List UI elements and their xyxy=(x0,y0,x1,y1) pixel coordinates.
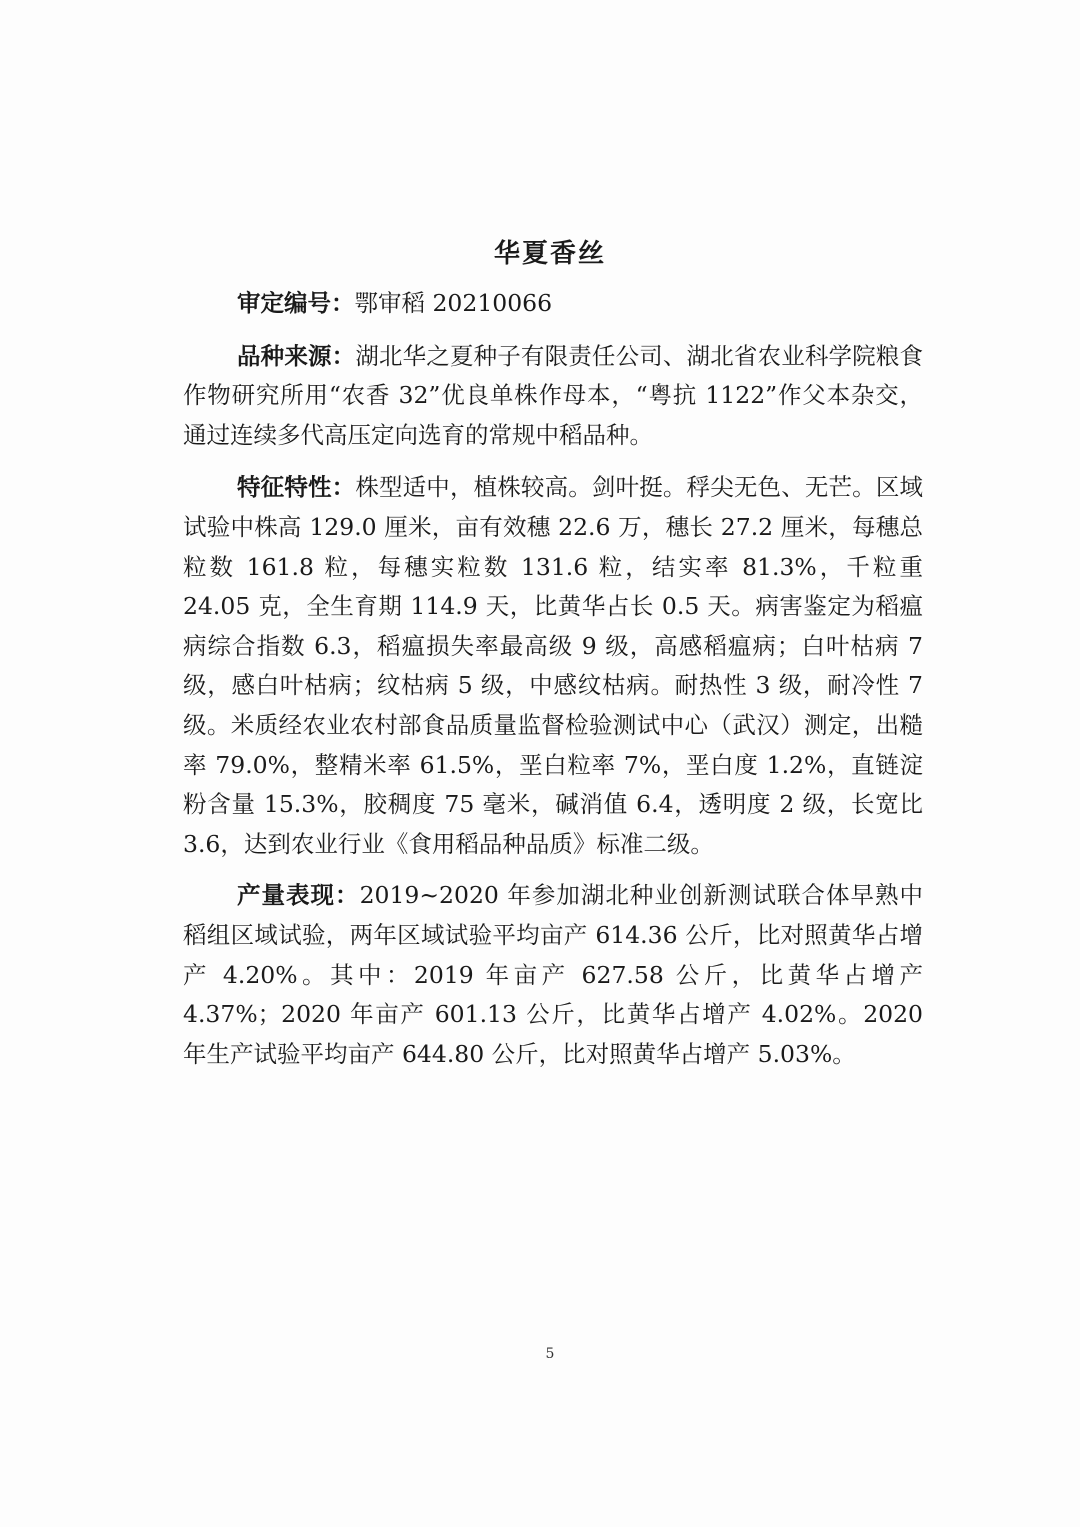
variety-source-paragraph xyxy=(183,337,923,456)
approval-number-label: 审定编号： xyxy=(237,289,355,317)
yield-text: 2019~2020 年参加湖北种业创新测试联合体早熟中稻组区域试验，两年区域试验平均亩产 614.36 公斤，比对照黄华占增产 4.20%。其中：2019 年亩产 627.58 公斤，比黄华占增产 4.37%；2020 年亩产 601.13 公斤，比黄华占增产 4.02%。2020 年生产试验平均亩产 644.80 公斤，比对照黄华占增产 5.03%。 xyxy=(183,881,924,1068)
approval-number-paragraph xyxy=(183,284,923,324)
document-title: 华夏香丝 xyxy=(493,239,606,269)
document-body xyxy=(183,284,923,1074)
variety-source-text: 湖北华之夏种子有限责任公司、湖北省农业科学院粮食作物研究所用“农香 32”优良单株作母本，“粤抗 1122”作父本杂交，通过连续多代高压定向选育的常规中稻品种。 xyxy=(183,341,924,449)
approval-number-value: 鄂审稻 20210066 xyxy=(354,289,553,317)
characteristics-label: 特征特性： xyxy=(237,473,356,502)
characteristics-text: 株型适中，植株较高。剑叶挺。稃尖无色、无芒。区域试验中株高 129.0 厘米，亩有效穗 22.6 万，穗长 27.2 厘米，每穗总粒数 161.8 粒，每穗实粒数 131.6 粒，结实率 81.3%，千粒重 24.05 克，全生育期 114.9 天，比黄华占长 0.5 天。病害鉴定为稻瘟病综合指数 6.3，稻瘟损失率最高级 9 级，高感稻瘟病；白叶枯病 7 级，感白叶枯病；纹枯病 5 级，中感纹枯病。耐热性 3 级，耐冷性 7 级。米质经农业农村部食品质量监督检验测试中心（武汉）测定，出糙率 79.0%，整精米率 61.5%，垩白粒率 7%，垩白度 1.2%，直链淀粉含量 15.3%，胶稠度 75 毫米，碱消值 6.4，透明度 2 级，长宽比 3.6，达到农业行业《食用稻品种品质》标准二级。 xyxy=(183,473,924,858)
characteristics-paragraph xyxy=(183,468,923,864)
page-number: 5 xyxy=(545,1346,555,1362)
variety-source-label: 品种来源： xyxy=(237,341,356,370)
yield-paragraph xyxy=(183,876,923,1074)
yield-label: 产量表现： xyxy=(237,881,360,910)
